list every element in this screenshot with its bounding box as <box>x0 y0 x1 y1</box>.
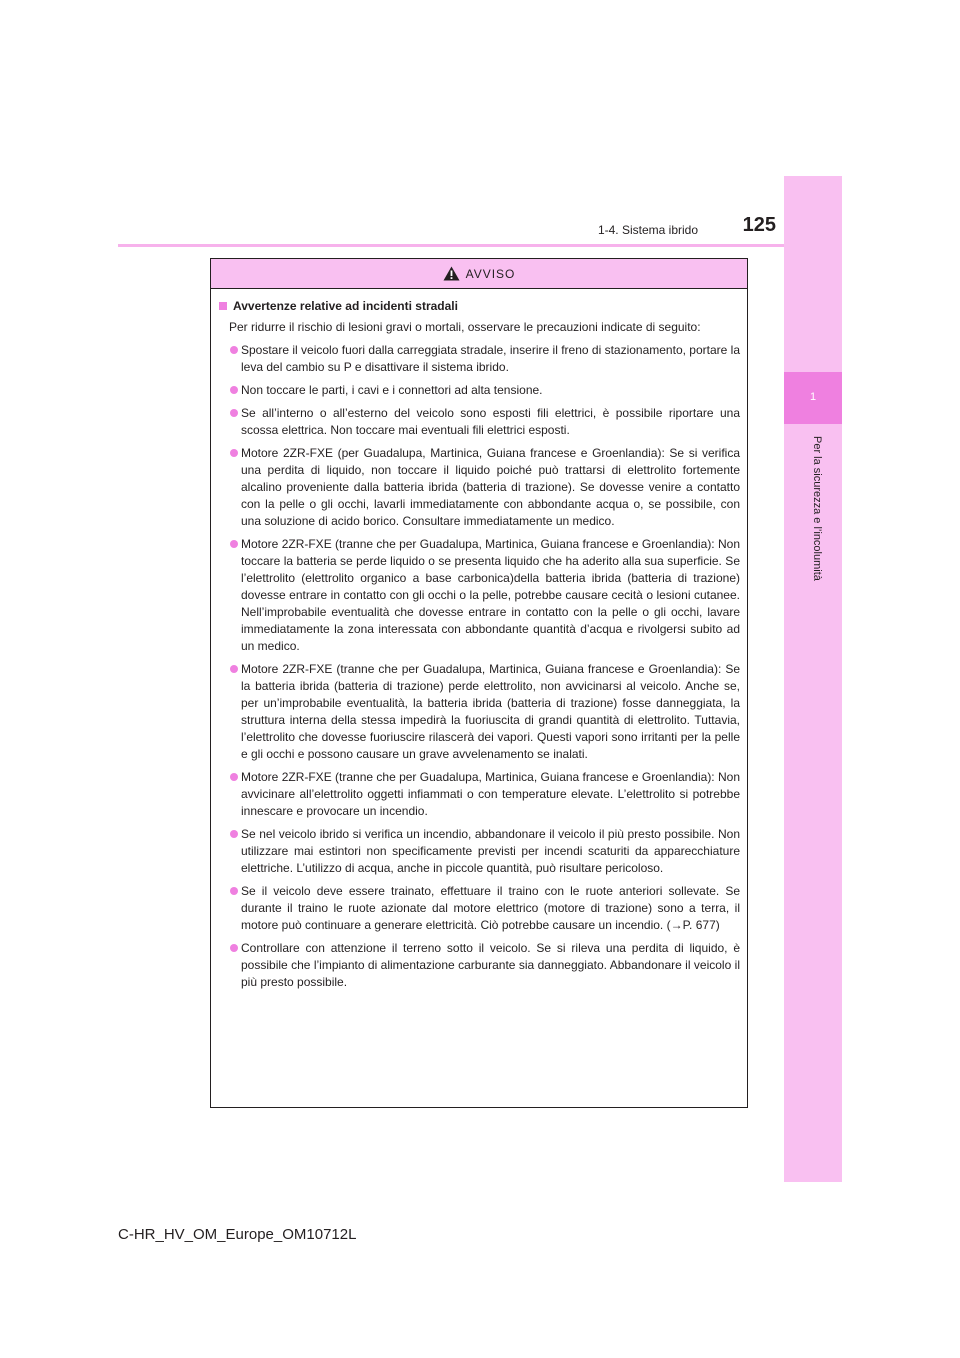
page-number: 125 <box>742 214 776 236</box>
bullet-icon <box>230 449 238 457</box>
bullet-icon <box>230 830 238 838</box>
warning-triangle-icon <box>443 266 460 281</box>
bullet-text: Motore 2ZR-FXE (tranne che per Guadalupa, Martinica, Guiana francese e Groenlandia): Se la batteria ibrida (batteria di trazione) perde elettrolito, non avvicinarsi al veicolo. Anche se, per un’improbabile eventualità, la batteria ibrida (batteria di trazione) fosse danneggiata, la struttura interna della stessa impedirà la fuoriuscita di grandi quantità di elettrolito. Tuttavia, l’elettrolito che dovesse fuoriuscire rilascerà dei vapori. Questi vapori sono irritanti per la pelle e gli occhi e possono causare un grave avvelenamento se inalati. <box>241 662 740 761</box>
bullet-item <box>219 536 740 655</box>
bullet-text: Se nel veicolo ibrido si verifica un incendio, abbandonare il veicolo il più presto possibile. Non utilizzare mai estintori non specificamente previsti per incendi scaturiti da apparecchiature elettriche. L’utilizzo di acqua, anche in piccole quantità, può risultare pericoloso. <box>241 827 740 875</box>
bullet-list <box>219 342 740 991</box>
bullet-icon <box>230 944 238 952</box>
bullet-icon <box>230 409 238 417</box>
section-label: 1-4. Sistema ibrido <box>597 223 698 237</box>
header-rule <box>118 244 784 247</box>
bullet-item <box>219 826 740 877</box>
bullet-icon <box>230 386 238 394</box>
bullet-item <box>219 445 740 530</box>
bullet-text[interactable]: Se il veicolo deve essere trainato, effettuare il traino con le ruote anteriori sollevate. Se durante il traino le ruote azionate dal motore elettrico (motore di trazione) sono a terra, il motore può continuare a generare elettricità. Ciò potrebbe causare un incendio. (→P. 677) <box>241 884 740 932</box>
bullet-item <box>219 382 740 399</box>
topic-heading-text: Avvertenze relative ad incidenti stradali <box>233 299 458 313</box>
bullet-item <box>219 940 740 991</box>
bullet-item <box>219 342 740 376</box>
warning-box <box>210 258 748 1108</box>
topic-heading <box>219 298 740 315</box>
chapter-number: 1 <box>809 391 817 403</box>
bullet-text: Motore 2ZR-FXE (tranne che per Guadalupa, Martinica, Guiana francese e Groenlandia): Non toccare la batteria se perde liquido o se presenta liquido che ha aderito alla sua superficie. Se l’elettrolito (elettrolito organico a base carbonica)della batteria ibrida (batteria di trazione) dovesse entrare in contatto con gli occhi o la pelle, potrebbe causare cecità o lesioni cutanee. Nell’improbabile eventualità che dovesse entrare in contatto con la pelle o gli occhi, lavare immediatamente la zona interessata con abbondante quantità d’acqua e rivolgersi subito ad un medico. <box>241 537 740 653</box>
bullet-item <box>219 661 740 763</box>
bullet-icon <box>230 665 238 673</box>
bullet-item <box>219 883 740 934</box>
bullet-text: Motore 2ZR-FXE (tranne che per Guadalupa, Martinica, Guiana francese e Groenlandia): Non avvicinare all’elettrolito oggetti infiammati o con temperature elevate. L’elettrolito si potrebbe innescare e provocare un incendio. <box>241 770 740 818</box>
bullet-text: Non toccare le parti, i cavi e i connettori ad alta tensione. <box>241 383 543 397</box>
warning-content <box>211 289 747 991</box>
bullet-icon <box>230 346 238 354</box>
warning-title: AVVISO <box>465 266 516 281</box>
chapter-title: Per la sicurezza e l’incolumità <box>811 436 823 581</box>
intro-text: Per ridurre il rischio di lesioni gravi o mortali, osservare le precauzioni indicate di seguito: <box>229 320 701 334</box>
bullet-text: Spostare il veicolo fuori dalla carreggiata stradale, inserire il freno di stazionamento, portare la leva del cambio su P e disattivare il sistema ibrido. <box>241 343 740 374</box>
bullet-icon <box>230 887 238 895</box>
bullet-text: Motore 2ZR-FXE (per Guadalupa, Martinica, Guiana francese e Groenlandia): Se si verifica una perdita di liquido, non toccare il liquido poiché può trattarsi di elettrolito fortemente alcalino proveniente dalla batteria ibrida (batteria di trazione). Se dovesse venire a contatto con la pelle o gli occhi, lavarli immediatamente con abbondante acqua o, se possibile, con una soluzione di acido borico. Consultare immediatamente un medico. <box>241 446 740 528</box>
bullet-icon <box>230 773 238 781</box>
bullet-item <box>219 405 740 439</box>
bullet-text: Controllare con attenzione il terreno sotto il veicolo. Se si rileva una perdita di liquido, è possibile che l’impianto di alimentazione carburante sia danneggiato. Abbandonare il veicolo il più presto possibile. <box>241 941 740 989</box>
warning-header <box>211 259 747 289</box>
bullet-item <box>219 769 740 820</box>
bullet-icon <box>230 540 238 548</box>
footer-code: C-HR_HV_OM_Europe_OM10712L <box>118 1226 357 1243</box>
bullet-text: Se all’interno o all’esterno del veicolo sono esposti fili elettrici, è possibile riportare una scossa elettrica. Non toccare mai eventuali fili elettrici esposti. <box>241 406 740 437</box>
square-bullet-icon <box>219 302 227 310</box>
